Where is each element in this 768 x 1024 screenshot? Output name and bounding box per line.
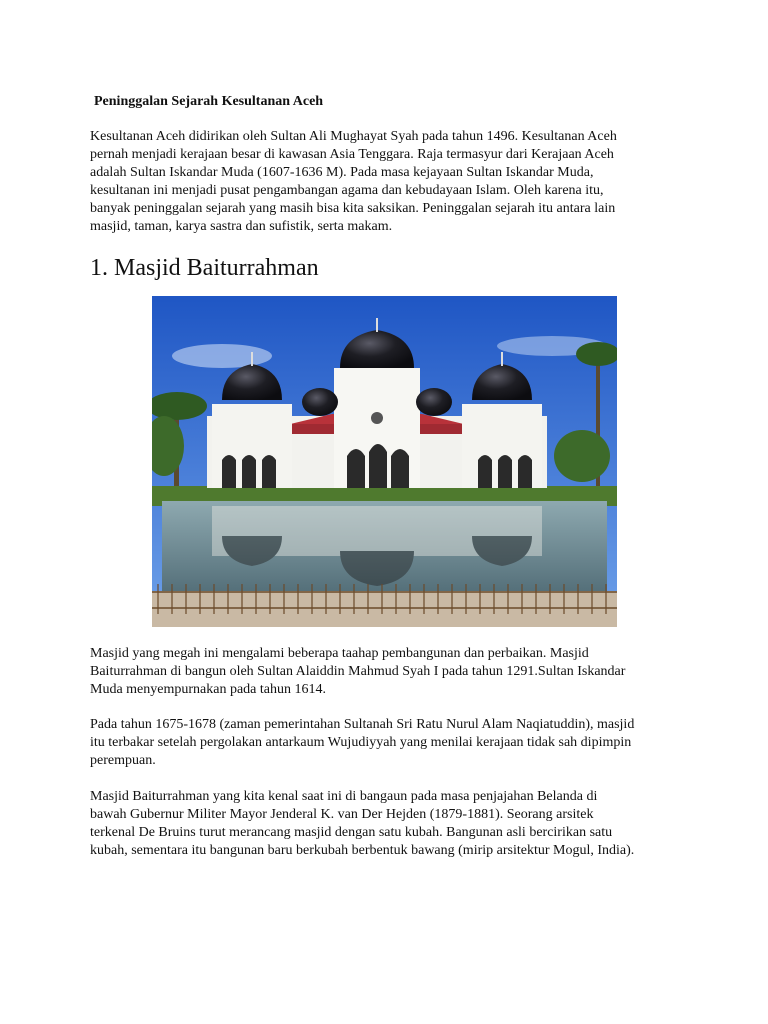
- text-line: Baiturrahman di bangun oleh Sultan Alaiddin Mahmud Syah I pada tahun 1291.Sultan Iskandar: [90, 664, 626, 679]
- text-line: banyak peninggalan sejarah yang masih bisa kita saksikan. Peninggalan sejarah itu antara lain: [90, 201, 616, 216]
- text-line: Kesultanan Aceh didirikan oleh Sultan Ali Mughayat Syah pada tahun 1496. Kesultanan Aceh: [90, 129, 617, 144]
- text-line: kubah, sementara itu bangunan baru berkubah berbentuk bawang (mirip arsitektur Mogul, India).: [90, 843, 635, 858]
- section-heading: 1. Masjid Baiturrahman: [90, 255, 319, 281]
- text-line: itu terbakar setelah pergolakan antarkaum Wujudiyyah yang menilai kerajaan tidak sah dipimpin: [90, 735, 632, 750]
- text-line: Muda menyempurnakan pada tahun 1614.: [90, 682, 326, 697]
- text-line: Pada tahun 1675-1678 (zaman pemerintahan Sultanah Sri Ratu Nurul Alam Naqiatuddin), masjid: [90, 717, 635, 732]
- text-line: bawah Gubernur Militer Mayor Jenderal K. van Der Hejden (1879-1881). Seorang arsitek: [90, 807, 594, 822]
- document-title: Peninggalan Sejarah Kesultanan Aceh: [94, 94, 324, 109]
- paragraph-fire: [90, 716, 690, 770]
- text-line: perempuan.: [90, 753, 156, 768]
- intro-paragraph: [90, 128, 690, 236]
- paragraph-colonial-rebuild: [90, 788, 690, 860]
- text-line: terkenal De Bruins turut merancang masjid dengan satu kubah. Bangunan asli bercirikan satu: [90, 825, 613, 840]
- text-line: pernah menjadi kerajaan besar di kawasan Asia Tenggara. Raja termasyur dari Kerajaan Aceh: [90, 147, 614, 162]
- mosque-photo: [152, 296, 617, 627]
- paragraph-construction: [90, 645, 690, 699]
- text-line: adalah Sultan Iskandar Muda (1607-1636 M). Pada masa kejayaan Sultan Iskandar Muda,: [90, 165, 594, 180]
- text-line: kesultanan ini menjadi pusat pengambangan agama dan kebudayaan Islam. Oleh karena itu,: [90, 183, 604, 198]
- text-line: Masjid Baiturrahman yang kita kenal saat ini di bangaun pada masa penjajahan Belanda di: [90, 789, 598, 804]
- text-line: masjid, taman, karya sastra dan sufistik, serta makam.: [90, 219, 393, 234]
- text-line: Masjid yang megah ini mengalami beberapa taahap pembangunan dan perbaikan. Masjid: [90, 646, 589, 661]
